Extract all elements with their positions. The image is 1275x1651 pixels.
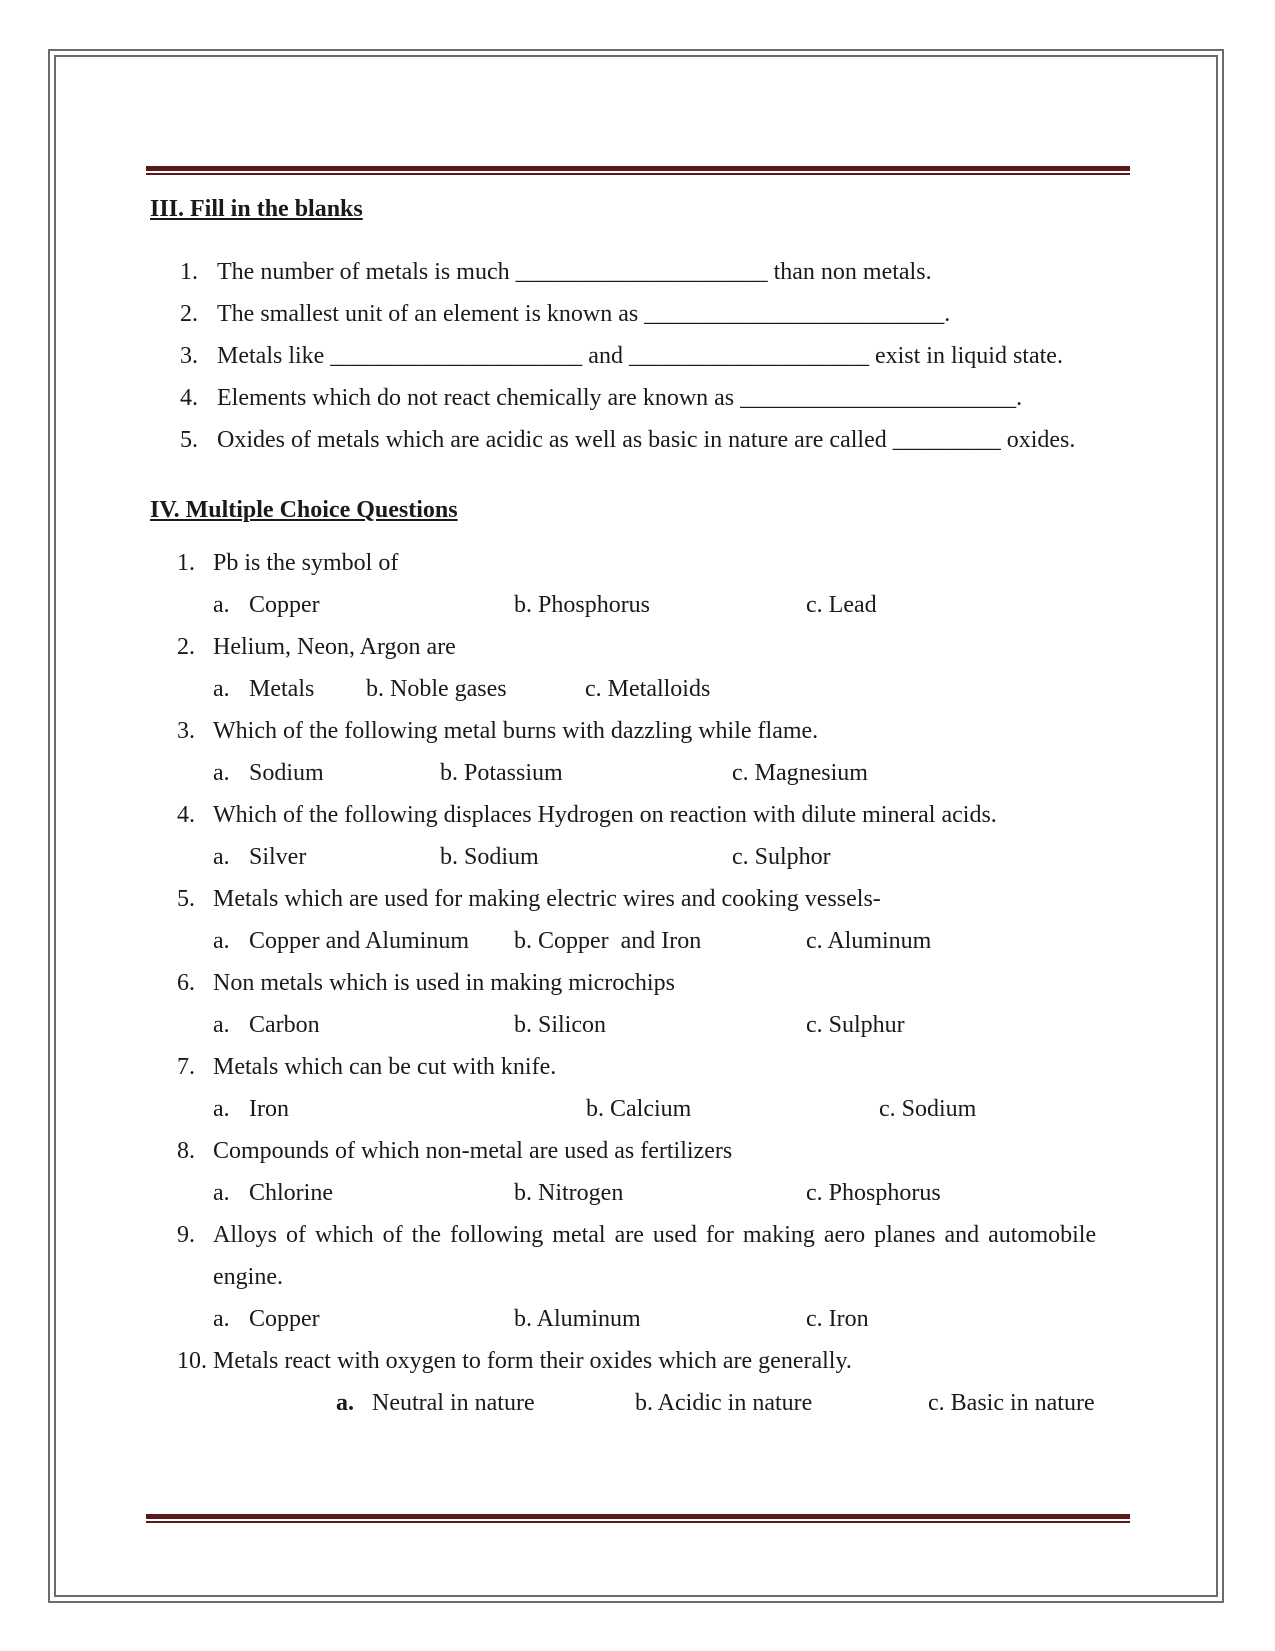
item-text: The number of metals is much _____________________ than non metals. xyxy=(217,259,932,285)
option-c: c. Aluminum xyxy=(806,928,932,954)
item-number: 1. xyxy=(180,259,198,285)
option-a-label: a. xyxy=(213,1096,230,1122)
option-b: b. Noble gases xyxy=(366,676,507,702)
option-a-label: a. xyxy=(213,592,230,618)
option-a: Carbon xyxy=(249,1012,320,1038)
option-b: b. Copper and Iron xyxy=(514,928,702,954)
question-number: 9. xyxy=(177,1222,195,1248)
option-c: c. Sulphur xyxy=(806,1012,905,1038)
option-a-label: a. xyxy=(213,844,230,870)
header-rule xyxy=(146,166,1130,175)
option-b: b. Nitrogen xyxy=(514,1180,624,1206)
option-a-label: a. xyxy=(213,1012,230,1038)
mcq-heading: IV. Multiple Choice Questions xyxy=(150,497,458,523)
option-a: Sodium xyxy=(249,760,324,786)
question-number: 8. xyxy=(177,1138,195,1164)
footer-rule xyxy=(146,1514,1130,1523)
option-c: c. Magnesium xyxy=(732,760,868,786)
item-number: 5. xyxy=(180,427,198,453)
question-number: 6. xyxy=(177,970,195,996)
item-number: 4. xyxy=(180,385,198,411)
option-a: Iron xyxy=(249,1096,289,1122)
fill-blanks-heading: III. Fill in the blanks xyxy=(150,196,363,222)
question-number: 3. xyxy=(177,718,195,744)
option-c: c. Lead xyxy=(806,592,877,618)
question-text-continued: engine. xyxy=(213,1264,283,1290)
item-number: 3. xyxy=(180,343,198,369)
option-c: c. Sulphor xyxy=(732,844,831,870)
option-b: b. Aluminum xyxy=(514,1306,641,1332)
option-b: b. Silicon xyxy=(514,1012,607,1038)
option-b: b. Potassium xyxy=(440,760,563,786)
question-text: Which of the following metal burns with dazzling while flame. xyxy=(213,718,819,744)
option-a: Copper xyxy=(249,592,320,618)
option-c: c. Metalloids xyxy=(585,676,711,702)
question-number: 7. xyxy=(177,1054,195,1080)
question-text: Non metals which is used in making microchips xyxy=(213,970,675,996)
question-number: 1. xyxy=(177,550,195,576)
option-c: c. Basic in nature xyxy=(928,1390,1095,1416)
item-text: The smallest unit of an element is known as _________________________. xyxy=(217,301,951,327)
question-number: 5. xyxy=(177,886,195,912)
option-a-label: a. xyxy=(213,760,230,786)
question-text: Pb is the symbol of xyxy=(213,550,399,576)
option-a: Copper and Aluminum xyxy=(249,928,469,954)
option-a-label: a. xyxy=(213,676,230,702)
item-number: 2. xyxy=(180,301,198,327)
question-number: 10. xyxy=(177,1348,207,1374)
question-text: Alloys of which of the following metal are used for making aero planes and automobile xyxy=(213,1222,1097,1248)
option-b: b. Calcium xyxy=(586,1096,692,1122)
option-c: c. Phosphorus xyxy=(806,1180,941,1206)
option-a: Neutral in nature xyxy=(372,1390,535,1416)
question-number: 2. xyxy=(177,634,195,660)
item-text: Metals like _____________________ and ____________________ exist in liquid state. xyxy=(217,343,1063,369)
option-b: b. Acidic in nature xyxy=(635,1390,813,1416)
question-text: Metals react with oxygen to form their oxides which are generally. xyxy=(213,1348,852,1374)
question-text: Helium, Neon, Argon are xyxy=(213,634,456,660)
option-a-label: a. xyxy=(336,1390,354,1416)
option-a: Copper xyxy=(249,1306,320,1332)
question-text: Compounds of which non-metal are used as fertilizers xyxy=(213,1138,733,1164)
question-text: Metals which can be cut with knife. xyxy=(213,1054,557,1080)
question-text: Metals which are used for making electric wires and cooking vessels- xyxy=(213,886,881,912)
option-a: Chlorine xyxy=(249,1180,333,1206)
option-c: c. Iron xyxy=(806,1306,869,1332)
option-a: Metals xyxy=(249,676,315,702)
option-b: b. Sodium xyxy=(440,844,539,870)
item-text: Elements which do not react chemically are known as _______________________. xyxy=(217,385,1023,411)
option-a-label: a. xyxy=(213,1306,230,1332)
item-text: Oxides of metals which are acidic as well as basic in nature are called _________ oxides. xyxy=(217,427,1076,453)
option-a-label: a. xyxy=(213,928,230,954)
option-c: c. Sodium xyxy=(879,1096,977,1122)
question-number: 4. xyxy=(177,802,195,828)
question-text: Which of the following displaces Hydrogen on reaction with dilute mineral acids. xyxy=(213,802,997,828)
option-a: Silver xyxy=(249,844,307,870)
option-b: b. Phosphorus xyxy=(514,592,651,618)
option-a-label: a. xyxy=(213,1180,230,1206)
